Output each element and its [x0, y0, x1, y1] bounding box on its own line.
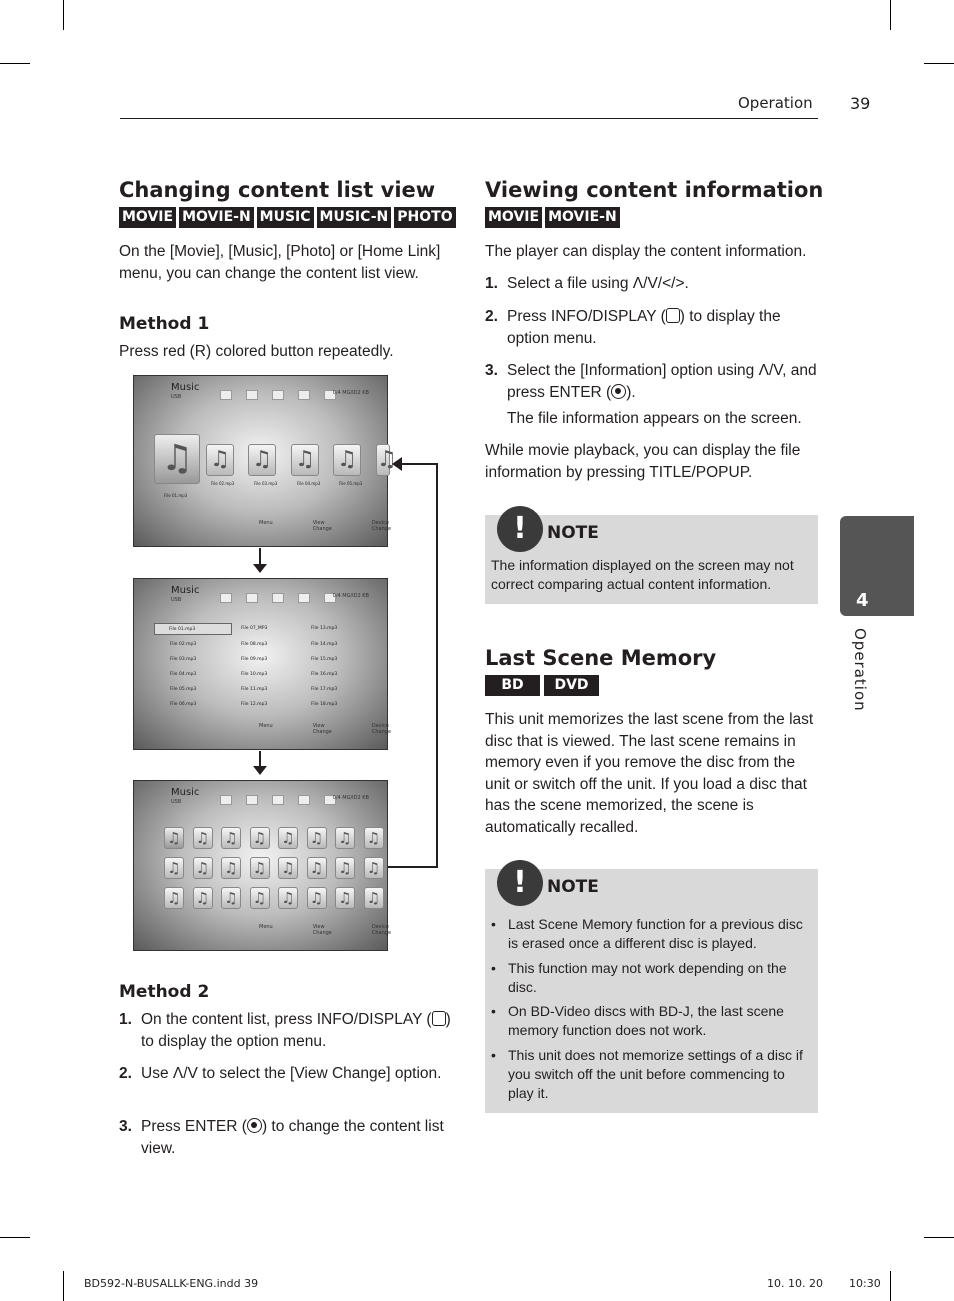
enter-button-icon — [611, 384, 626, 399]
step-text — [507, 360, 820, 403]
music-note-icon: ♫ — [335, 857, 355, 879]
folder-icon — [298, 593, 310, 603]
list-item: File 01.mp3 — [154, 623, 232, 635]
music-note-icon: ♫ — [307, 827, 327, 849]
chapter-tab-label: Operation — [851, 628, 869, 712]
screenshot-grid-view — [133, 780, 392, 951]
screen-button-bar — [259, 924, 391, 936]
music-note-icon: ♫ — [376, 444, 390, 476]
note-bullet — [491, 915, 810, 953]
folder-icon — [220, 593, 232, 603]
enter-button-icon — [247, 1118, 262, 1133]
running-header-section: Operation — [738, 94, 813, 112]
badge-movie-n: MOVIE-N — [545, 207, 620, 228]
music-note-icon: ♫ — [164, 887, 184, 909]
list-item: File 02.mp3 — [170, 642, 197, 647]
screen-title: Music — [171, 585, 200, 596]
music-note-icon: ♫ — [250, 857, 270, 879]
badge-movie-n: MOVIE-N — [179, 207, 254, 228]
step-text-part: On the content list, press INFO/DISPLAY ( — [141, 1011, 432, 1028]
exclamation-icon: ! — [497, 506, 543, 552]
flow-arrow — [259, 751, 261, 766]
folder-icon — [246, 593, 258, 603]
list-item: File 09.mp3 — [241, 657, 268, 662]
device-change-hint: Device Change — [371, 723, 392, 735]
menu-hint: Menu — [259, 924, 273, 930]
exclamation-icon: ! — [497, 860, 543, 906]
step-number: 1. — [119, 1011, 132, 1028]
list-item: File 04.mp3 — [170, 672, 197, 677]
note-label: NOTE — [547, 877, 599, 897]
list-item: File 14.mp3 — [311, 642, 338, 647]
music-note-icon: ♫ — [335, 827, 355, 849]
badge-dvd: DVD — [544, 675, 599, 696]
step-text — [141, 1116, 454, 1159]
crop-mark — [890, 1271, 891, 1301]
crop-mark — [890, 0, 891, 30]
music-note-icon: ♫ — [250, 887, 270, 909]
screen-title: Music — [171, 382, 200, 393]
music-note-icon: ♫ — [364, 887, 384, 909]
chapter-tab — [840, 516, 914, 616]
loop-line-top — [402, 463, 438, 465]
music-note-icon: ♫ — [278, 827, 298, 849]
screenshot-thumbnail-view — [133, 375, 397, 547]
folder-icon — [272, 390, 284, 400]
list-item: File 17.mp3 — [311, 687, 338, 692]
step3-result: The file information appears on the screen. — [507, 410, 802, 427]
section-title-last-scene: Last Scene Memory — [485, 646, 717, 670]
crop-mark — [63, 0, 64, 30]
crop-mark — [63, 1271, 64, 1301]
right-outro: While movie playback, you can display the file information by pressing TITLE/POPUP. — [485, 442, 801, 481]
page-number: 39 — [850, 94, 871, 113]
view-change-hint: View Change — [312, 924, 332, 936]
folder-strip — [220, 795, 336, 805]
tile-label: File 02.mp3 — [211, 481, 235, 486]
method2-title: Method 2 — [119, 982, 210, 1002]
last-scene-badge-group — [485, 675, 599, 696]
arrow-head — [253, 766, 267, 775]
screen-button-bar — [259, 520, 391, 532]
left-intro: On the [Movie], [Music], [Photo] or [Home Link] menu, you can change the content list view. — [119, 243, 441, 282]
list-item: File 06.mp3 — [170, 702, 197, 707]
music-note-icon: ♫ — [250, 827, 270, 849]
step-text-part: Select the [Information] option using Λ/V, and press ENTER ( — [507, 362, 817, 401]
music-note-icon: ♫ — [335, 887, 355, 909]
device-change-hint: Device Change — [371, 520, 392, 532]
crop-mark — [0, 63, 30, 64]
list-item: File 05.mp3 — [170, 687, 197, 692]
section-title-content-list: Changing content list view — [119, 178, 436, 202]
view-change-hint: View Change — [312, 520, 332, 532]
folder-strip — [220, 390, 336, 400]
step-text-part: ). — [626, 383, 636, 401]
method1-text: Press red (R) colored button repeatedly. — [119, 343, 394, 360]
list-item: File 18.mp3 — [311, 702, 338, 707]
info-step-1 — [485, 273, 820, 295]
step-text — [141, 1009, 454, 1052]
screenshot-list-view — [133, 578, 392, 750]
tile-label: File 03.mp3 — [254, 481, 278, 486]
music-note-icon: ♫ — [291, 444, 319, 476]
note-text: The information displayed on the screen may not correct comparing actual content information. — [491, 557, 794, 592]
badge-bd: BD — [485, 675, 540, 696]
screen-subtitle: USB — [171, 394, 182, 400]
capacity-readout: 0/4 MG/ID2 KB — [332, 795, 369, 801]
list-item: File 07_MP3 — [241, 626, 268, 631]
list-item: File 16.mp3 — [311, 672, 338, 677]
step-text: Use Λ/V to select the [View Change] option. — [141, 1065, 442, 1082]
loop-line-bottom — [388, 866, 437, 868]
note-bullet — [491, 959, 810, 997]
bullet-text: This function may not work depending on the disc. — [508, 960, 787, 995]
folder-icon — [246, 795, 258, 805]
footer-date: 10. 10. 20 — [767, 1277, 823, 1290]
folder-icon — [272, 795, 284, 805]
music-note-icon: ♫ — [164, 857, 184, 879]
folder-icon — [272, 593, 284, 603]
music-note-icon: ♫ — [221, 857, 241, 879]
screen-subtitle: USB — [171, 799, 182, 805]
music-note-icon: ♫ — [333, 444, 361, 476]
tile-label: File 05.mp3 — [339, 481, 363, 486]
note-bullet — [491, 1002, 810, 1040]
list-item: File 15.mp3 — [311, 657, 338, 662]
music-note-icon: ♫ — [248, 444, 276, 476]
capacity-readout: 0/4 MG/ID2 KB — [332, 390, 369, 396]
badge-movie: MOVIE — [119, 207, 176, 228]
step-text-part: ) to change the content list view. — [141, 1118, 444, 1157]
folder-icon — [298, 390, 310, 400]
left-badge-group — [119, 207, 456, 228]
bullet-dot: • — [491, 916, 496, 932]
section-title-content-info: Viewing content information — [485, 178, 824, 202]
music-note-icon: ♫ — [193, 857, 213, 879]
tile-label: File 04.mp3 — [297, 481, 321, 486]
music-note-icon: ♫ — [307, 887, 327, 909]
music-note-icon: ♫ — [221, 827, 241, 849]
method2-step-2 — [119, 1063, 454, 1085]
info-step-3 — [485, 360, 820, 403]
method2-step-1 — [119, 1009, 454, 1052]
menu-hint: Menu — [259, 723, 273, 729]
note-bullet — [491, 1046, 810, 1103]
crop-mark — [924, 1237, 954, 1238]
screen-title: Music — [171, 787, 200, 798]
badge-music: MUSIC — [257, 207, 314, 228]
right-badge-group — [485, 207, 620, 228]
step-number: 1. — [485, 275, 498, 292]
badge-photo: PHOTO — [394, 207, 455, 228]
badge-movie: MOVIE — [485, 207, 542, 228]
arrow-head — [392, 457, 402, 471]
screen-subtitle: USB — [171, 597, 182, 603]
info-display-icon — [666, 308, 680, 323]
arrow-head — [253, 564, 267, 573]
method1-title: Method 1 — [119, 314, 210, 334]
device-change-hint: Device Change — [371, 924, 392, 936]
crop-mark — [0, 1237, 30, 1238]
right-intro: The player can display the content information. — [485, 243, 807, 260]
crop-mark — [924, 63, 954, 64]
music-note-icon: ♫ — [206, 444, 234, 476]
info-step-2 — [485, 306, 820, 349]
bullet-text: Last Scene Memory function for a previous disc is erased once a different disc is played. — [508, 916, 803, 951]
bullet-dot: • — [491, 1047, 496, 1063]
step-text-part: ) to display the option menu. — [141, 1011, 451, 1050]
step-number: 2. — [119, 1065, 132, 1082]
music-note-icon: ♫ — [278, 857, 298, 879]
step-text: Select a file using Λ/V/</>. — [507, 275, 689, 292]
menu-hint: Menu — [259, 520, 273, 526]
footer-time: 10:30 — [849, 1277, 881, 1290]
header-rule — [120, 118, 818, 119]
step-number: 2. — [485, 308, 498, 325]
screen-button-bar — [259, 723, 391, 735]
music-note-icon: ♫ — [221, 887, 241, 909]
music-note-icon: ♫ — [278, 887, 298, 909]
list-item: File 12.mp3 — [241, 702, 268, 707]
footer-filename: BD592-N-BUSALLK-ENG.indd 39 — [84, 1277, 259, 1290]
list-item: File 11.mp3 — [241, 687, 268, 692]
step-number: 3. — [485, 362, 498, 379]
bullet-text: This unit does not memorize settings of a disc if you switch off the unit before commencing to play it. — [508, 1047, 803, 1101]
music-note-icon: ♫ — [193, 827, 213, 849]
bullet-dot: • — [491, 1003, 496, 1019]
music-note-icon: ♫ — [154, 434, 200, 484]
music-note-icon: ♫ — [364, 827, 384, 849]
last-scene-text: This unit memorizes the last scene from the last disc that is viewed. The last scene remains in memory even if you remove the disc from the unit or switch off the unit. If you load a disc that has the scene memorized, the scene is automatically recalled. — [485, 711, 814, 836]
capacity-readout: 0/4 MG/ID2 KB — [332, 593, 369, 599]
note-label: NOTE — [547, 523, 599, 543]
badge-music-n: MUSIC-N — [317, 207, 392, 228]
music-note-icon: ♫ — [307, 857, 327, 879]
tile-label: File 01.mp3 — [164, 493, 188, 498]
bullet-text: On BD-Video discs with BD-J, the last scene memory function does not work. — [508, 1003, 784, 1038]
list-item: File 08.mp3 — [241, 642, 268, 647]
view-change-hint: View Change — [312, 723, 332, 735]
flow-arrow — [259, 548, 261, 564]
loop-line-vertical — [436, 463, 438, 868]
folder-icon — [298, 795, 310, 805]
step-text — [507, 306, 820, 349]
chapter-tab-number: 4 — [856, 590, 869, 611]
folder-icon — [220, 390, 232, 400]
list-item: File 03.mp3 — [170, 657, 197, 662]
method2-step-3 — [119, 1116, 454, 1159]
music-note-icon: ♫ — [364, 857, 384, 879]
bullet-dot: • — [491, 960, 496, 976]
list-item: File 10.mp3 — [241, 672, 268, 677]
music-note-icon: ♫ — [193, 887, 213, 909]
folder-icon — [220, 795, 232, 805]
folder-icon — [246, 390, 258, 400]
step-text-part: Press ENTER ( — [141, 1118, 247, 1135]
folder-strip — [220, 593, 336, 603]
music-note-icon: ♫ — [164, 827, 184, 849]
list-item: File 13.mp3 — [311, 626, 338, 631]
step-number: 3. — [119, 1118, 132, 1135]
step-text-part: Press INFO/DISPLAY ( — [507, 308, 666, 325]
step-text-part: ) to display the option menu. — [507, 308, 781, 347]
info-display-icon — [432, 1011, 446, 1026]
